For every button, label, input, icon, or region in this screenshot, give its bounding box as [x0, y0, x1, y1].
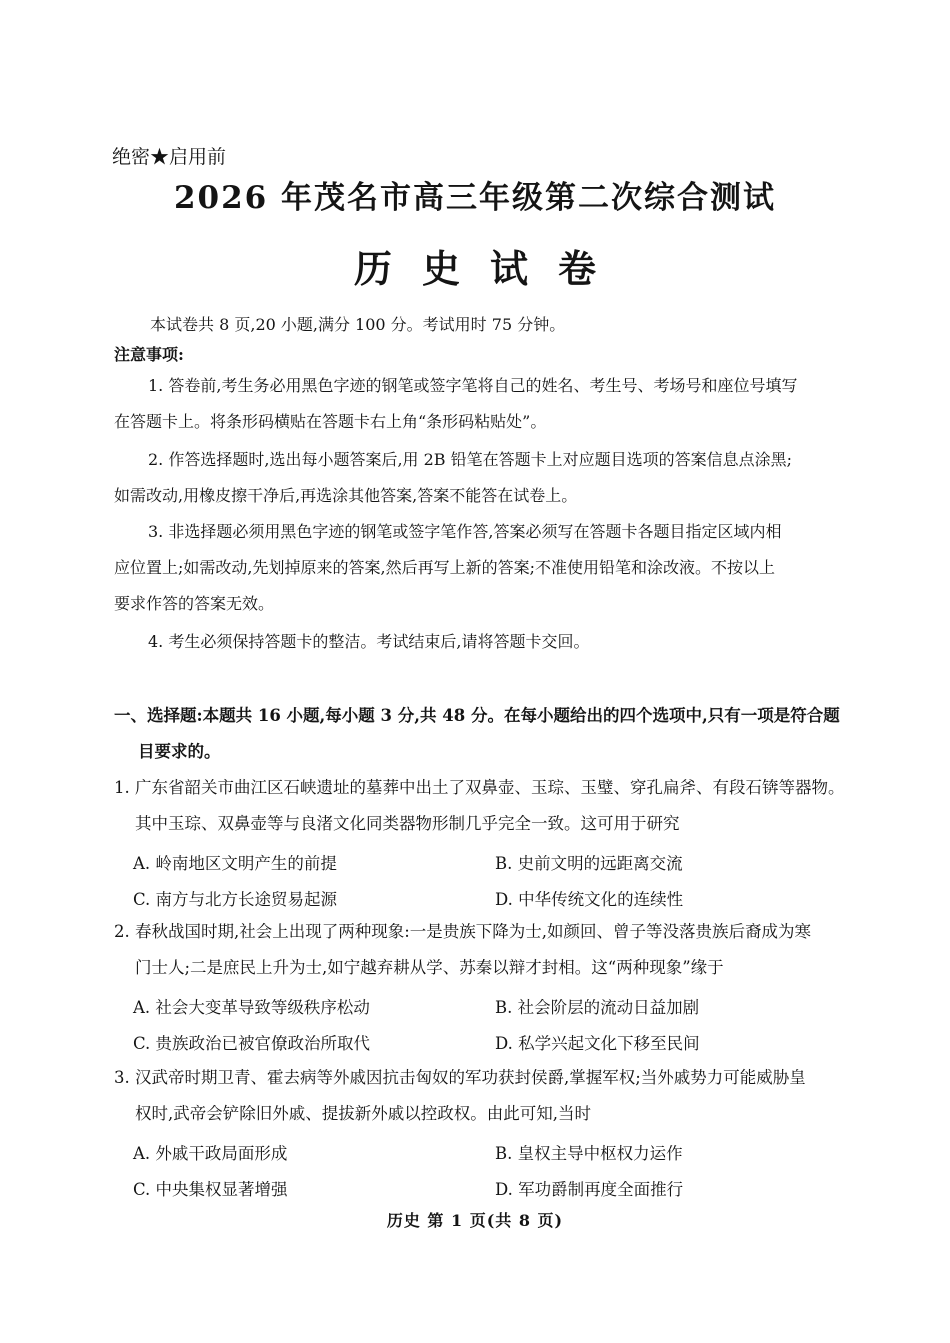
notice-heading: 注意事项: [114, 345, 184, 364]
question-2-option-a: A. 社会大变革导致等级秩序松动 [133, 998, 370, 1017]
section-heading [114, 698, 894, 770]
notice-item-1 [114, 368, 894, 440]
question-3-option-a: A. 外戚干政局面形成 [133, 1144, 288, 1163]
question-3-option-d: D. 军功爵制再度全面推行 [495, 1180, 684, 1199]
question-3-option-c: C. 中央集权显著增强 [133, 1180, 288, 1199]
notice-item-1-line-1: 1. 答卷前,考生务必用黑色字迹的钢笔或签字笔将自己的姓名、考生号、考场号和座位号填写 [148, 376, 798, 395]
question-3-line-1: 3. 汉武帝时期卫青、霍去病等外戚因抗击匈奴的军功获封侯爵,掌握军权;当外戚势力可能威胁皇 [114, 1068, 806, 1087]
notice-item-3-line-3: 要求作答的答案无效。 [114, 594, 275, 613]
question-1-line-1: 1. 广东省韶关市曲江区石峡遗址的墓葬中出土了双鼻壶、玉琮、玉璧、穿孔扁斧、有段石锛等器物。 [114, 778, 845, 797]
subject-title: 历史试卷 [353, 246, 626, 291]
question-3-line-2: 权时,武帝会铲除旧外戚、提拔新外戚以控政权。由此可知,当时 [135, 1104, 591, 1123]
notice-item-4-line-1: 4. 考生必须保持答题卡的整洁。考试结束后,请将答题卡交回。 [148, 632, 590, 651]
notice-item-3 [114, 514, 894, 622]
notice-item-2 [114, 442, 894, 514]
exam-intro: 本试卷共 8 页,20 小题,满分 100 分。考试用时 75 分钟。 [150, 315, 566, 334]
secret-mark: 绝密★启用前 [112, 146, 227, 168]
question-3-option-b: B. 皇权主导中枢权力运作 [495, 1144, 683, 1163]
page-footer: 历史 第 1 页(共 8 页) [386, 1211, 564, 1230]
question-1-option-b: B. 史前文明的远距离交流 [495, 854, 683, 873]
question-2-option-c: C. 贵族政治已被官僚政治所取代 [133, 1034, 371, 1053]
notice-item-3-line-2: 应位置上;如需改动,先划掉原来的答案,然后再写上新的答案;不准使用铅笔和涂改液。不按以上 [114, 558, 775, 577]
question-1-line-2: 其中玉琮、双鼻壶等与良渚文化同类器物形制几乎完全一致。这可用于研究 [135, 814, 680, 833]
section-heading-line-2: 目要求的。 [138, 742, 221, 761]
notice-item-1-line-2: 在答题卡上。将条形码横贴在答题卡右上角“条形码粘贴处”。 [114, 412, 547, 431]
notice-item-4 [114, 624, 894, 660]
notice-item-3-line-1: 3. 非选择题必须用黑色字迹的钢笔或签字笔作答,答案必须写在答题卡各题目指定区域内相 [148, 522, 782, 541]
notice-item-2-line-2: 如需改动,用橡皮擦干净后,再选涂其他答案,答案不能答在试卷上。 [114, 486, 578, 505]
question-2-stem [114, 914, 894, 986]
question-2-line-2: 门士人;二是庶民上升为士,如宁越弃耕从学、苏秦以辩才封相。这“两种现象”缘于 [135, 958, 724, 977]
section-heading-line-1: 一、选择题:本题共 16 小题,每小题 3 分,共 48 分。在每小题给出的四个选项中,只有一项是符合题 [114, 706, 840, 725]
notice-item-2-line-1: 2. 作答选择题时,选出每小题答案后,用 2B 铅笔在答题卡上对应题目选项的答案信息点涂黑; [148, 450, 793, 469]
question-1-option-a: A. 岭南地区文明产生的前提 [133, 854, 337, 873]
question-1-option-d: D. 中华传统文化的连续性 [495, 890, 684, 909]
question-2-line-1: 2. 春秋战国时期,社会上出现了两种现象:一是贵族下降为士,如颜回、曾子等没落贵族后裔成为寒 [114, 922, 812, 941]
question-2-option-b: B. 社会阶层的流动日益加剧 [495, 998, 700, 1017]
exam-title: 2026 年茂名市高三年级第二次综合测试 [173, 180, 777, 216]
question-2-option-d: D. 私学兴起文化下移至民间 [495, 1034, 700, 1053]
question-3-stem [114, 1060, 894, 1132]
question-1-stem [114, 770, 894, 842]
question-1-option-c: C. 南方与北方长途贸易起源 [133, 890, 338, 909]
